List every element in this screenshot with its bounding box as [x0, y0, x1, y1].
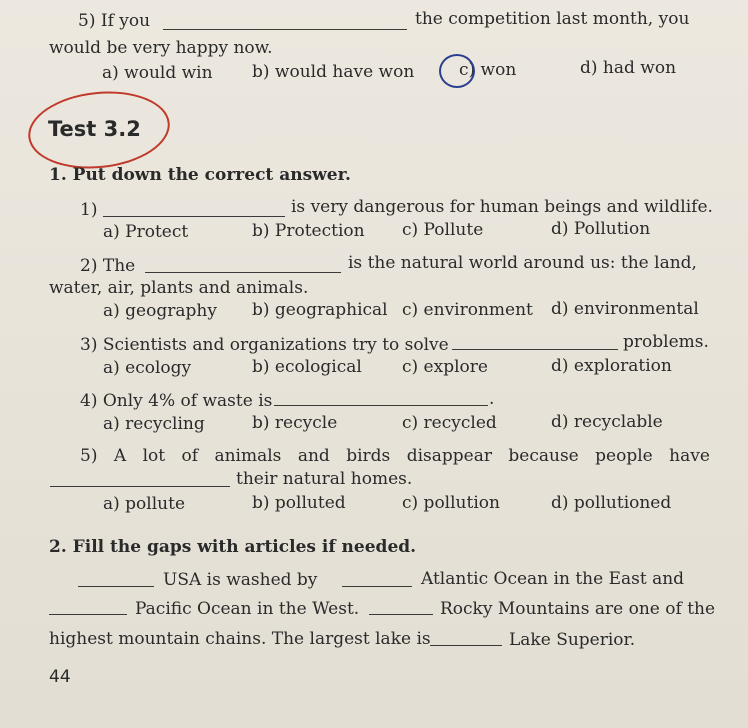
q5-line2: their natural homes.: [236, 469, 413, 489]
q3-option-b[interactable]: b) ecological: [252, 357, 362, 377]
q3-start: 3) Scientists and organizations try to solve: [80, 335, 449, 355]
q1-option-b[interactable]: b) Protection: [252, 221, 365, 241]
ex2-blank-5[interactable]: [430, 645, 502, 646]
q1-number: 1): [80, 200, 98, 220]
q5-word: people: [595, 446, 653, 466]
q5-option-a[interactable]: a) pollute: [103, 494, 186, 514]
q2-blank[interactable]: [145, 272, 341, 273]
prev-q5-line2: would be very happy now.: [49, 38, 273, 58]
page-number: 44: [49, 667, 71, 687]
q4-option-d[interactable]: d) recyclable: [551, 412, 663, 432]
ex2-line2-b: Rocky Mountains are one of the: [440, 599, 716, 619]
prev-q5-option-c[interactable]: c) won: [459, 60, 517, 80]
q5-option-b[interactable]: b) polluted: [252, 493, 346, 513]
q4-option-a[interactable]: a) recycling: [103, 414, 205, 434]
ex2-blank-1[interactable]: [78, 586, 154, 587]
q4-option-c[interactable]: c) recycled: [402, 413, 497, 433]
q3-blank[interactable]: [452, 349, 618, 350]
prev-q5-option-b[interactable]: b) would have won: [252, 62, 415, 82]
prev-q5-line1-start: 5) If you: [78, 11, 151, 31]
ex2-blank-4[interactable]: [369, 614, 433, 615]
q5-option-d[interactable]: d) pollutioned: [551, 493, 672, 513]
q5-word: have: [669, 446, 710, 466]
q5-word: and: [297, 446, 330, 466]
prev-q5-option-d[interactable]: d) had won: [580, 58, 677, 78]
q5-word: disappear: [406, 446, 492, 466]
q4-end: .: [489, 389, 495, 409]
q5-option-c[interactable]: c) pollution: [402, 493, 500, 513]
q2-start: 2) The: [80, 256, 136, 276]
ex2-line3-a: highest mountain chains. The largest lake is: [49, 629, 431, 649]
q5-word: 5): [80, 446, 98, 466]
ex2-blank-3[interactable]: [49, 614, 127, 615]
q3-option-d[interactable]: d) exploration: [551, 356, 672, 376]
q1-option-a[interactable]: a) Protect: [103, 222, 189, 242]
q2-option-a[interactable]: a) geography: [103, 301, 217, 321]
q5-line1: [80, 446, 710, 466]
prev-q5-blank[interactable]: [163, 29, 407, 30]
q1-option-c[interactable]: c) Pollute: [402, 220, 484, 240]
q1-blank[interactable]: [103, 216, 285, 217]
q5-word: animals: [214, 446, 282, 466]
q3-option-a[interactable]: a) ecology: [103, 358, 192, 378]
q3-option-c[interactable]: c) explore: [402, 357, 488, 377]
q5-word: lot: [142, 446, 166, 466]
q3-end: problems.: [623, 332, 709, 352]
exercise1-heading: 1. Put down the correct answer.: [49, 165, 351, 185]
ex2-line3-b: Lake Superior.: [509, 630, 636, 650]
test-title: Test 3.2: [48, 117, 141, 141]
ex2-line2-a: Pacific Ocean in the West.: [135, 599, 360, 619]
q2-option-d[interactable]: d) environmental: [551, 299, 699, 319]
q5-word: because: [508, 446, 579, 466]
q1-text: is very dangerous for human beings and wildlife.: [291, 197, 713, 217]
q1-option-d[interactable]: d) Pollution: [551, 219, 651, 239]
ex2-blank-2[interactable]: [342, 586, 412, 587]
exercise2-heading: 2. Fill the gaps with articles if needed.: [49, 537, 417, 557]
q5-word: of: [181, 446, 199, 466]
q2-text: is the natural world around us: the land,: [348, 253, 697, 273]
q4-option-b[interactable]: b) recycle: [252, 413, 338, 433]
selected-answer-circle: [439, 54, 475, 88]
q2-option-b[interactable]: b) geographical: [252, 300, 388, 320]
q5-word: A: [113, 446, 127, 466]
prev-q5-line1-end: the competition last month, you: [415, 9, 690, 29]
q5-blank[interactable]: [50, 486, 230, 487]
prev-q5-option-a[interactable]: a) would win: [102, 63, 213, 83]
q4-blank[interactable]: [274, 405, 488, 406]
ex2-line1-a: USA is washed by: [163, 570, 318, 590]
q5-word: birds: [346, 446, 391, 466]
q2-line2: water, air, plants and animals.: [49, 278, 309, 298]
q4-start: 4) Only 4% of waste is: [80, 391, 273, 411]
q2-option-c[interactable]: c) environment: [402, 300, 533, 320]
ex2-line1-b: Atlantic Ocean in the East and: [421, 569, 685, 589]
